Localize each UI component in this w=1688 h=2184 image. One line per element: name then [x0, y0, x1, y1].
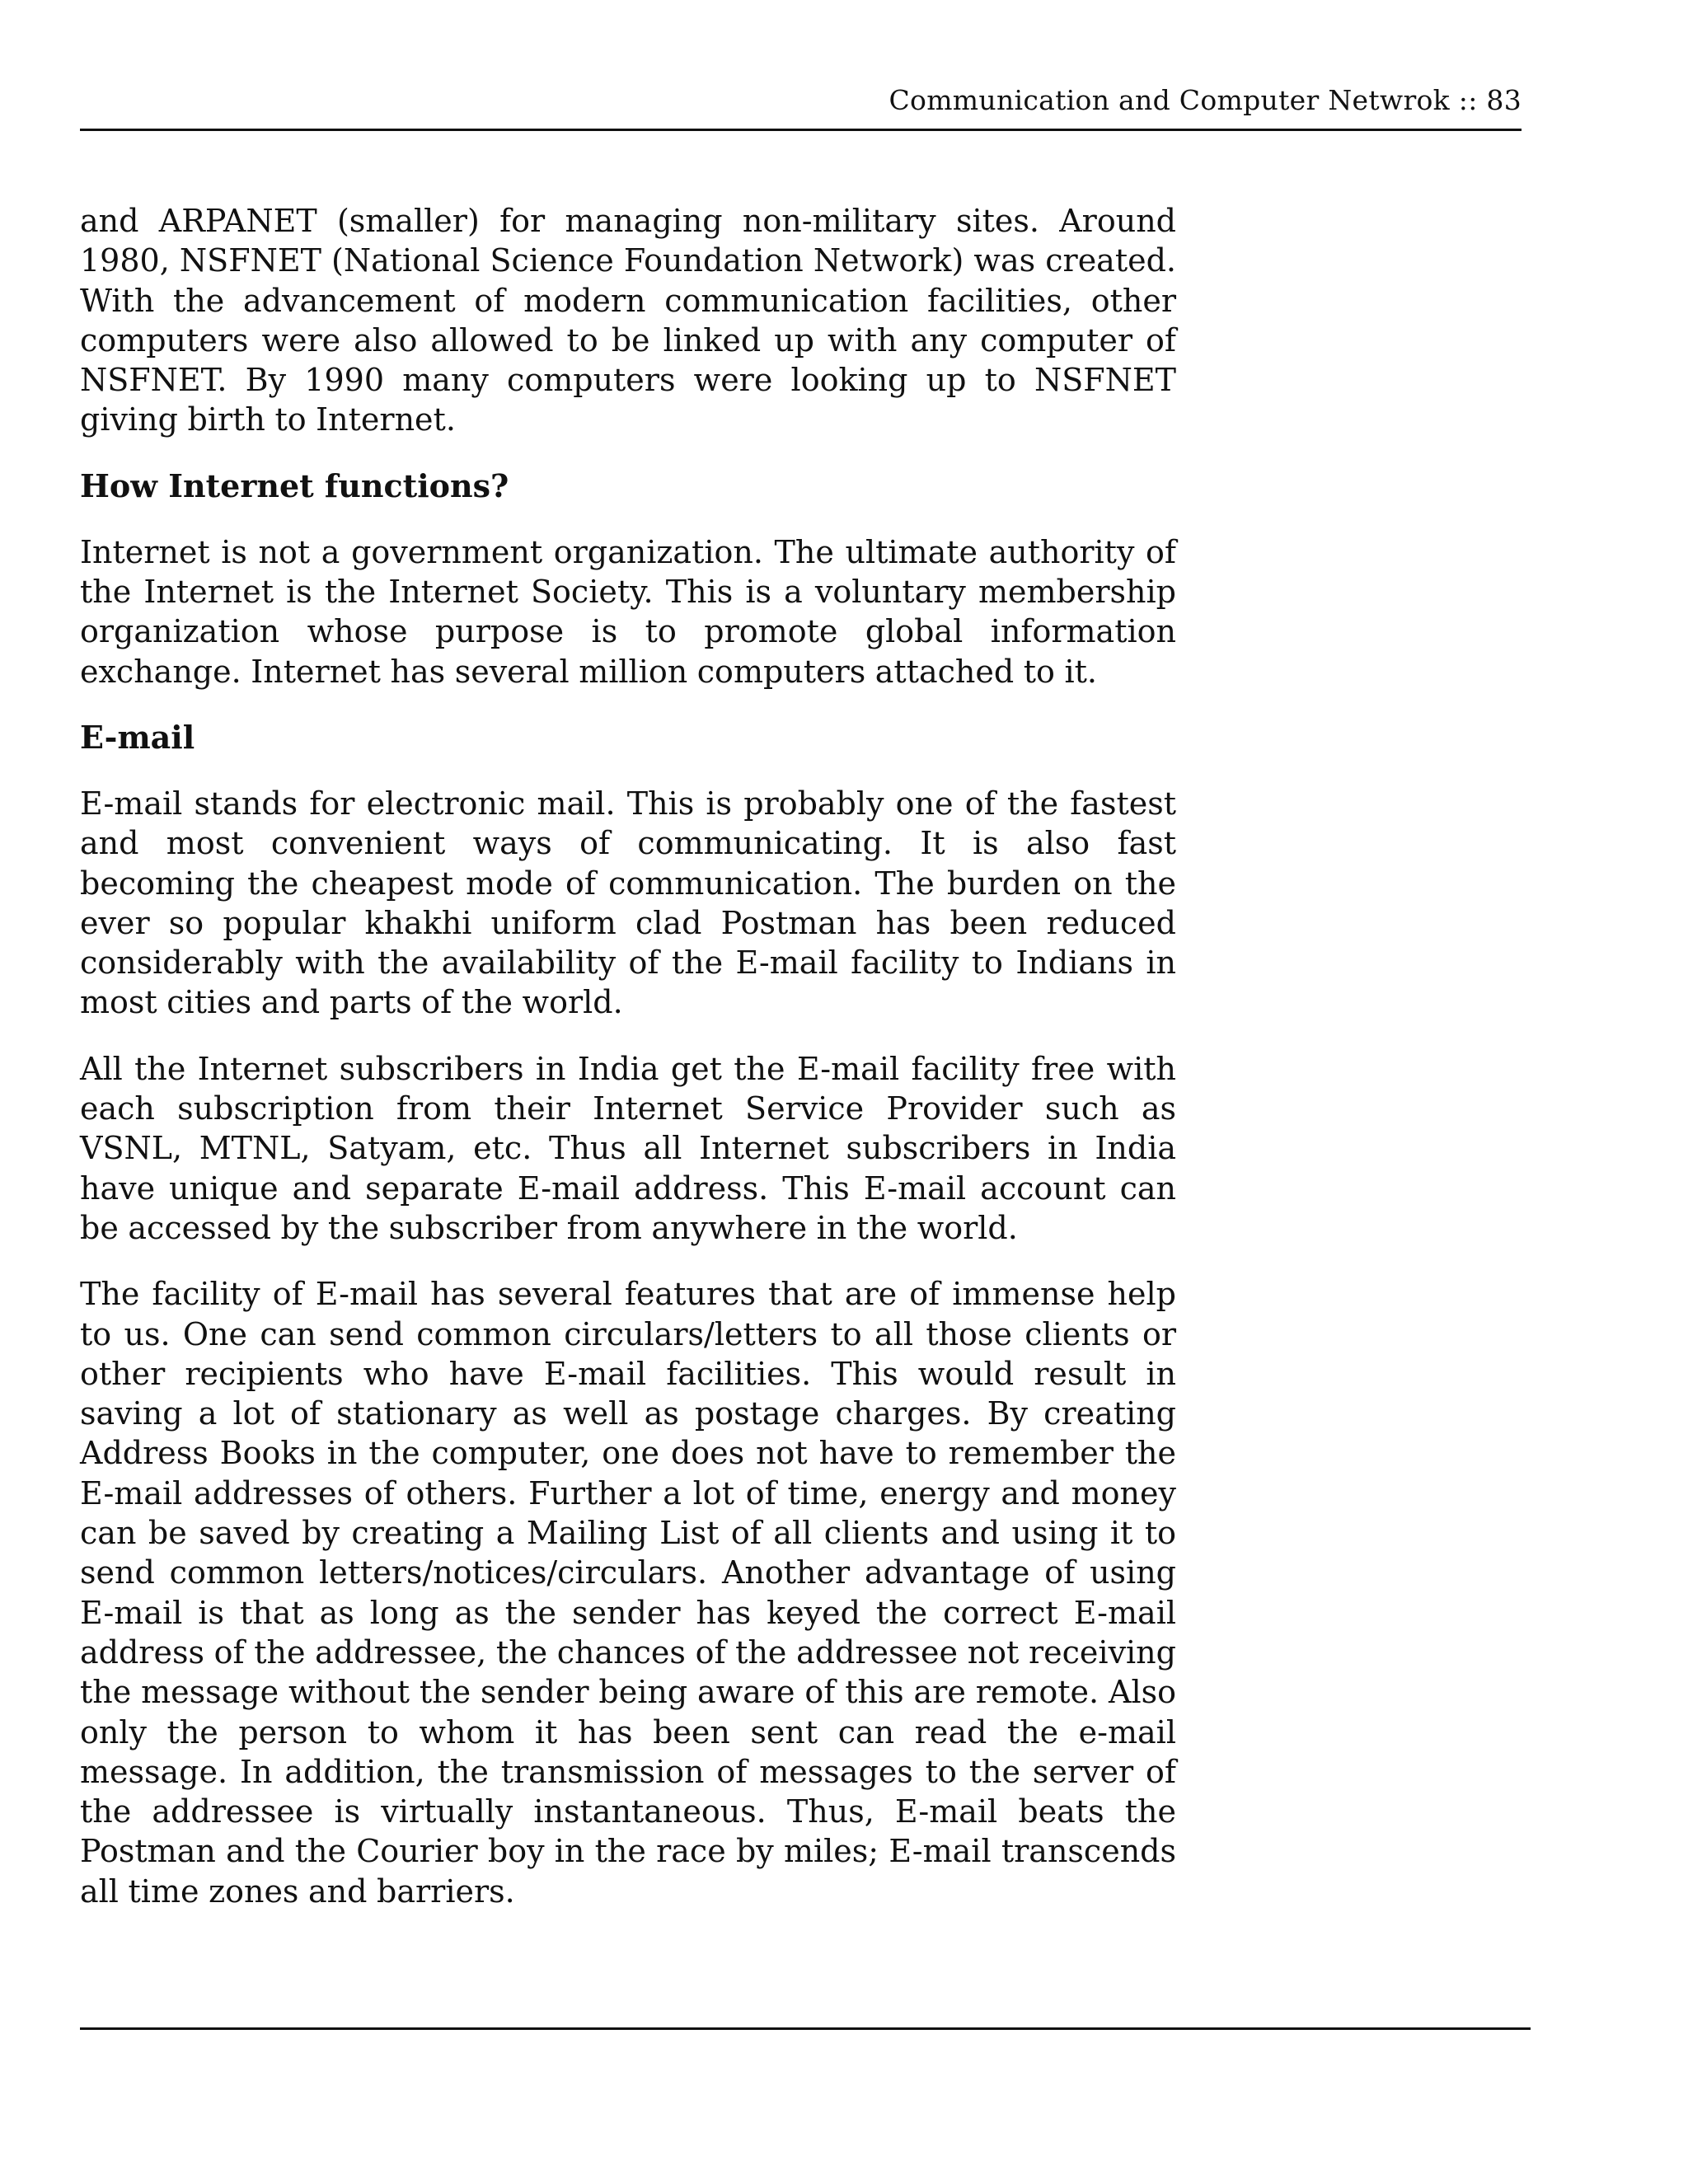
page-content	[80, 201, 1176, 1938]
paragraph-email-subscribers: All the Internet subscribers in India get the E-mail facility free with each subscription from their Internet Service Provider such as VSNL, MTNL, Satyam, etc. Thus all Internet subscribers in India have unique and separate E-mail address. This E-mail account can be accessed by the subscriber from anywhere in the world.	[80, 1050, 1176, 1246]
paragraph-internet-society: Internet is not a government organization. The ultimate authority of the Internet is the Internet Society. This is a voluntary membership organization whose purpose is to promote global information exchange. Internet has several million computers attached to it.	[80, 533, 1176, 690]
header-rule	[80, 129, 1522, 131]
running-header: Communication and Computer Netwrok :: 83	[889, 84, 1522, 116]
paragraph-arpanet-history: and ARPANET (smaller) for managing non-military sites. Around 1980, NSFNET (National Science Foundation Network) was created. With the advancement of modern communication facilities, other computers were also allowed to be linked up with any computer of NSFNET. By 1990 many computers were looking up to NSFNET giving birth to Internet.	[80, 203, 1176, 438]
section-heading-email: E-mail	[80, 718, 195, 756]
paragraph-email-features: The facility of E-mail has several features that are of immense help to us. One can send common circulars/letters to all those clients or other recipients who have E-mail facilities. This would result in saving a lot of stationary as well as postage charges. By creating Address Books in the computer, one does not have to remember the E-mail addresses of others. Further a lot of time, energy and money can be saved by creating a Mailing List of all clients and using it to send common letters/notices/circulars. Another advantage of using E-mail is that as long as the sender has keyed the correct E-mail address of the addressee, the chances of the addressee not receiving the message without the sender being aware of this are remote. Also only the person to whom it has been sent can read the e-mail message. In addition, the transmission of messages to the server of the addressee is virtually instantaneous. Thus, E-mail beats the Postman and the Courier boy in the race by miles; E-mail transcends all time zones and barriers.	[80, 1276, 1176, 1910]
paragraph-email-intro: E-mail stands for electronic mail. This is probably one of the fastest and most convenient ways of communicating. It is also fast becoming the cheapest mode of communication. The burden on the ever so popular khakhi uniform clad Postman has been reduced considerably with the availability of the E-mail facility to Indians in most cities and parts of the world.	[80, 785, 1176, 1021]
section-heading-how-internet-functions: How Internet functions?	[80, 466, 509, 504]
footer-rule	[80, 2027, 1531, 2030]
